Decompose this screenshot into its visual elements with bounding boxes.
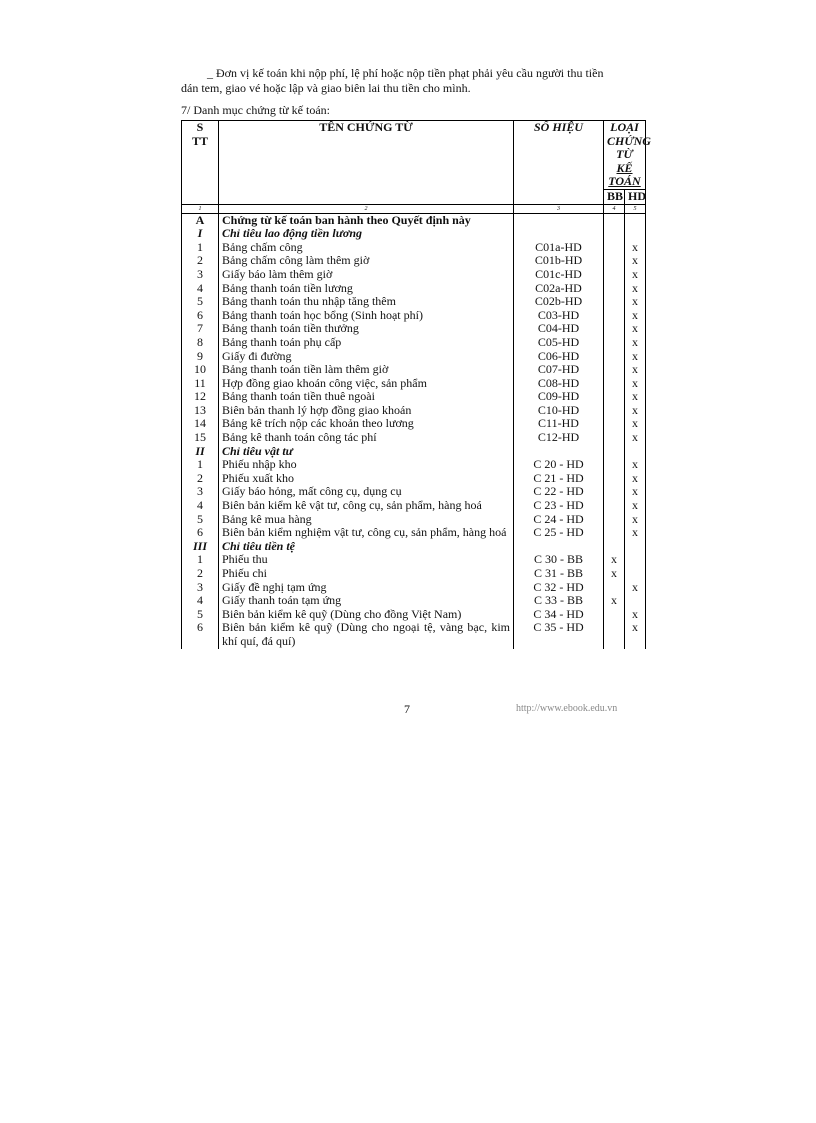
table-row: 4 Bảng thanh toán tiền lương C02a-HD x [182,282,646,296]
table-row: 6 Biên bản kiểm kê quỹ (Dùng cho ngoại tệ, vàng bạc, kim khí quí, đá quí) C 35 - HD x [182,621,646,648]
table-row: 5 Bảng kê mua hàng C 24 - HD x [182,513,646,527]
table-row: 4 Biên bản kiểm kê vật tư, công cụ, sản phẩm, hàng hoá C 23 - HD x [182,499,646,513]
table-row: 7 Bảng thanh toán tiền thưởng C04-HD x [182,322,646,336]
part-a-row: A Chứng từ kế toán ban hành theo Quyết định này [182,213,646,227]
table-row: 3 Giấy báo làm thêm giờ C01c-HD x [182,268,646,282]
table-row: 1 Phiếu nhập kho C 20 - HD x [182,458,646,472]
footer-url: http://www.ebook.edu.vn [516,703,618,714]
intro-line-1: _ Đơn vị kế toán khi nộp phí, lệ phí hoặc nộp tiền phạt phải yêu cầu người thu tiền [207,66,604,80]
table-row: 14 Bảng kê trích nộp các khoản theo lương C11-HD x [182,417,646,431]
column-number-row: 1 2 3 4 5 [182,204,646,213]
intro-line-2: dán tem, giao vé hoặc lập và giao biên lai thu tiền cho mình. [181,81,471,95]
table-row: 1 Phiếu thu C 30 - BB x [182,553,646,567]
header-name: TÊN CHỨNG TỪ [219,121,514,205]
header-document-type: LOẠI CHỨNG TỪ KẾ TOÁN [604,121,646,190]
section-heading: 7/ Danh mục chứng từ kế toán: [181,103,330,117]
table-row: 2 Bảng chấm công làm thêm giờ C01b-HD x [182,254,646,268]
table-row: 5 Biên bản kiểm kê quỹ (Dùng cho đồng Việt Nam) C 34 - HD x [182,608,646,622]
table-row: 3 Giấy đề nghị tạm ứng C 32 - HD x [182,581,646,595]
table-row: 12 Bảng thanh toán tiền thuê ngoài C09-HD x [182,390,646,404]
table-row: 8 Bảng thanh toán phụ cấp C05-HD x [182,336,646,350]
table-row: 10 Bảng thanh toán tiền làm thêm giờ C07-HD x [182,363,646,377]
table-row: 6 Biên bản kiểm nghiệm vật tư, công cụ, sản phẩm, hàng hoá C 25 - HD x [182,526,646,540]
header-stt: S TT [182,121,219,205]
table-row: 2 Phiếu chi C 31 - BB x [182,567,646,581]
table-row: 15 Bảng kê thanh toán công tác phí C12-HD x [182,431,646,445]
group-row-labor: I Chỉ tiêu lao động tiền lương [182,227,646,241]
table-row: 11 Hợp đồng giao khoán công việc, sản phẩm C08-HD x [182,377,646,391]
group-row-materials: II Chỉ tiêu vật tư [182,445,646,459]
table-body [182,213,646,649]
document-list-table [181,120,651,649]
table-row: 9 Giấy đi đường C06-HD x [182,350,646,364]
table-row: 5 Bảng thanh toán thu nhập tăng thêm C02b-HD x [182,295,646,309]
header-code: SỐ HIỆU [514,121,604,205]
table-row: 3 Giấy báo hỏng, mất công cụ, dụng cụ C 22 - HD x [182,485,646,499]
header-hd: HD [625,189,646,204]
table-row: 6 Bảng thanh toán học bổng (Sinh hoạt phí) C03-HD x [182,309,646,323]
intro-paragraph [181,66,639,96]
table-row: 2 Phiếu xuất kho C 21 - HD x [182,472,646,486]
group-row-cash: III Chỉ tiêu tiền tệ [182,540,646,554]
table-row: 1 Bảng chấm công C01a-HD x [182,241,646,255]
table-row: 4 Giấy thanh toán tạm ứng C 33 - BB x [182,594,646,608]
table-row: 13 Biên bản thanh lý hợp đồng giao khoán C10-HD x [182,404,646,418]
header-bb: BB [604,189,625,204]
page-number: 7 [404,702,410,716]
